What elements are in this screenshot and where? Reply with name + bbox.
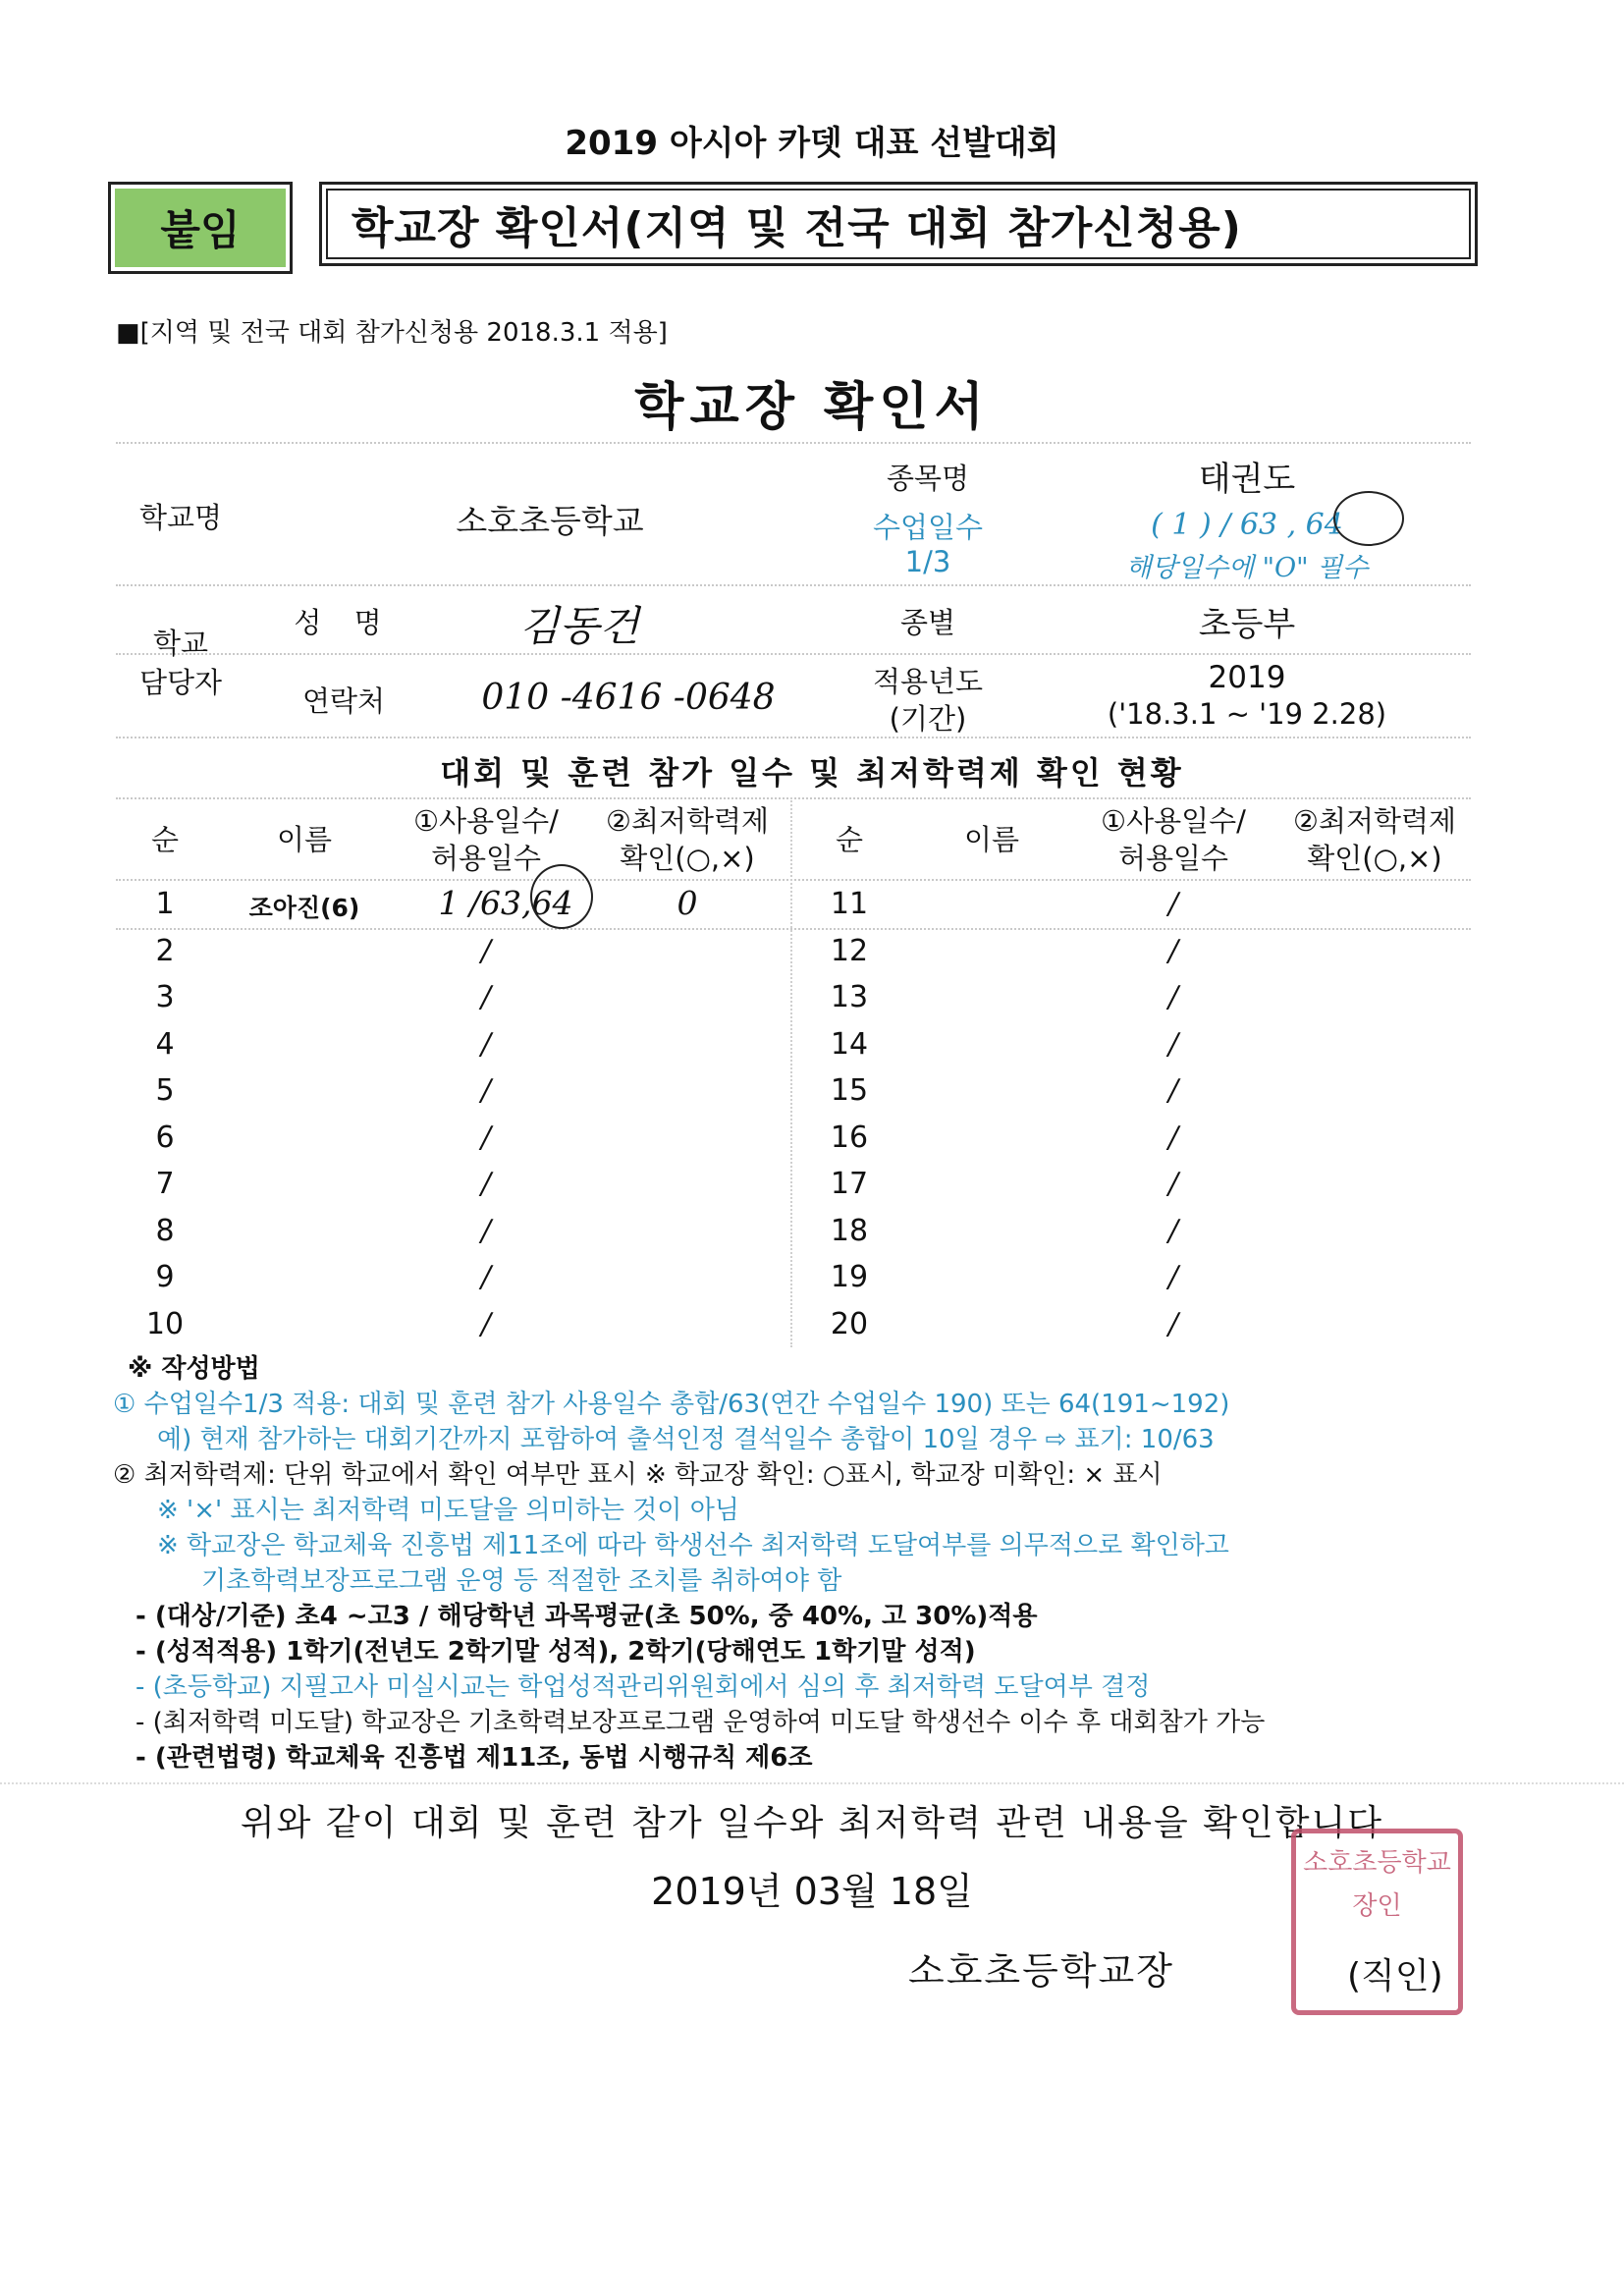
instruction-line: 예) 현재 참가하는 대회기간까지 포함하여 출석인정 결석일수 총합이 10일 경우 ⇨ 표기: 10/63 (157, 1425, 1215, 1454)
table-row-no: 8 (155, 1214, 175, 1248)
table-row-no: 5 (155, 1073, 175, 1108)
table-row-days: 1 /63,64 (438, 884, 573, 922)
col-check-right-line1: ②최저학력제 (1292, 804, 1457, 838)
contact-label-line1: 학교 (152, 627, 209, 660)
table-row-no: 16 (830, 1121, 869, 1155)
table-row-no: 11 (830, 887, 869, 921)
table-row-no: 6 (155, 1121, 175, 1155)
table-row-days: / (1167, 1260, 1179, 1294)
table-row-days: / (480, 1214, 492, 1248)
event-title: 2019 아시아 카뎃 대표 선발대회 (565, 124, 1059, 163)
instruction-line: - (관련법령) 학교체육 진흥법 제11조, 동법 시행규칙 제6조 (135, 1743, 813, 1773)
class-days-label: 수업일수 (872, 511, 984, 544)
table-row-days: / (480, 1307, 492, 1341)
attachment-badge: 붙임 (108, 182, 293, 274)
col-check-left-line1: ②최저학력제 (605, 804, 770, 838)
applicability-note: ■[지역 및 전국 대회 참가신청용 2018.3.1 적용] (116, 318, 668, 348)
class-days-note: 해당일수에 "O" 필수 (1125, 553, 1369, 583)
instruction-line: 기초학력보장프로그램 운영 등 적절한 조치를 취하여야 함 (201, 1566, 842, 1596)
person-name-label: 성 명 (294, 606, 394, 639)
col-name-right: 이름 (963, 823, 1020, 856)
table-row-days: / (480, 1027, 492, 1062)
instruction-line: ① 수업일수1/3 적용: 대회 및 훈련 참가 사용일수 총합/63(연간 수업일수 190) 또는 64(191~192) (113, 1390, 1230, 1419)
table-row-no: 15 (830, 1073, 869, 1108)
table-row-no: 13 (830, 980, 869, 1014)
table-row-days: / (1167, 1121, 1179, 1155)
table-row-days: / (1167, 1214, 1179, 1248)
table-row-days: / (1167, 1027, 1179, 1062)
table-row-days: / (1167, 1167, 1179, 1201)
school-name-label: 학교명 (138, 501, 223, 534)
table-row-days: / (480, 1167, 492, 1201)
form-title: 학교장 확인서 (634, 378, 990, 437)
col-no-right: 순 (835, 823, 863, 856)
col-days-right-line2: 허용일수 (1117, 842, 1229, 875)
table-row-no: 19 (830, 1260, 869, 1294)
col-name-left: 이름 (276, 823, 333, 856)
table-row-no: 4 (155, 1027, 175, 1062)
table-row-days: / (480, 934, 492, 968)
year-value: 2019 (1208, 660, 1286, 695)
document-title-box: 학교장 확인서(지역 및 전국 대회 참가신청용) (319, 182, 1478, 266)
year-period: ('18.3.1 ~ '19 2.28) (1107, 697, 1387, 731)
table-row-no: 2 (155, 934, 175, 968)
instructions-heading: ※ 작성방법 (128, 1354, 260, 1384)
year-label-line2: (기간) (889, 702, 967, 736)
division-value: 초등부 (1198, 605, 1296, 644)
table-row-no: 14 (830, 1027, 869, 1062)
contact-label-line2: 담당자 (138, 666, 223, 699)
instruction-line: - (성적적용) 1학기(전년도 2학기말 성적), 2학기(당해연도 1학기말 성적) (135, 1637, 976, 1667)
table-row-no: 10 (145, 1307, 185, 1341)
year-label-line1: 적용년도 (872, 665, 984, 698)
sport-value: 태권도 (1198, 460, 1296, 499)
sport-label: 종목명 (886, 462, 970, 495)
col-check-left-line2: 확인(○,×) (620, 842, 755, 875)
instruction-line: - (최저학력 미도달) 학교장은 기초학력보장프로그램 운영하여 미도달 학생선수 이수 후 대회참가 가능 (135, 1708, 1266, 1737)
table-row-days: / (1167, 980, 1179, 1014)
confirmation-statement: 위와 같이 대회 및 훈련 참가 일수와 최저학력 관련 내용을 확인합니다 (240, 1803, 1384, 1843)
table-row-days: / (480, 1121, 492, 1155)
col-no-left: 순 (150, 823, 179, 856)
col-days-left-line2: 허용일수 (430, 842, 542, 875)
division-label: 종별 (899, 606, 956, 639)
table-row-days: / (480, 980, 492, 1014)
handwritten-circle (530, 864, 593, 929)
seal-mark-label: (직인) (1347, 1956, 1443, 1996)
table-row-check: 0 (677, 884, 698, 922)
table-row-days: / (480, 1073, 492, 1108)
handwritten-circle (1333, 491, 1404, 546)
school-name-value: 소호초등학교 (456, 502, 644, 540)
person-name-value: 김동건 (519, 602, 639, 650)
col-days-right-line1: ①사용일수/ (1101, 804, 1246, 838)
instruction-line: ② 최저학력제: 단위 학교에서 확인 여부만 표시 ※ 학교장 확인: ○표시, 학교장 미확인: × 표시 (113, 1460, 1163, 1490)
instruction-line: ※ '×' 표시는 최저학력 미도달을 의미하는 것이 아님 (157, 1496, 739, 1525)
official-seal: 소호초등학교장인 (1291, 1829, 1463, 2015)
table-row-no: 3 (155, 980, 175, 1014)
class-days-value: ( 1 ) / 63 , 64 (1151, 508, 1343, 542)
class-days-fraction-label: 1/3 (904, 545, 951, 578)
table-row-no: 12 (830, 934, 869, 968)
issue-date: 2019년 03월 18일 (651, 1870, 973, 1913)
table-row-no: 17 (830, 1167, 869, 1201)
instruction-line: ※ 학교장은 학교체육 진흥법 제11조에 따라 학생선수 최저학력 도달여부를 의무적으로 확인하고 (157, 1531, 1229, 1560)
table-row-no: 18 (830, 1214, 869, 1248)
col-days-left-line1: ①사용일수/ (413, 804, 559, 838)
table-row-no: 9 (155, 1260, 175, 1294)
table-row-days: / (480, 1260, 492, 1294)
table-row-no: 1 (155, 887, 175, 921)
table-section-title: 대회 및 훈련 참가 일수 및 최저학력제 확인 현황 (440, 754, 1184, 792)
table-row-days: / (1167, 887, 1179, 921)
phone-label: 연락처 (301, 684, 386, 718)
principal-name: 소호초등학교장 (908, 1949, 1174, 1993)
table-row-days: / (1167, 1307, 1179, 1341)
phone-value: 010 -4616 -0648 (481, 678, 776, 718)
instruction-line: - (초등학교) 지필고사 미실시교는 학업성적관리위원회에서 심의 후 최저학력 도달여부 결정 (135, 1672, 1151, 1702)
table-row-days: / (1167, 1073, 1179, 1108)
table-row-no: 20 (830, 1307, 869, 1341)
col-check-right-line2: 확인(○,×) (1307, 842, 1442, 875)
table-row-no: 7 (155, 1167, 175, 1201)
instruction-line: - (대상/기준) 초4 ~고3 / 해당학년 과목평균(초 50%, 중 40%, 고 30%)적용 (135, 1602, 1038, 1631)
table-row-name: 조아진(6) (248, 894, 360, 922)
table-row-days: / (1167, 934, 1179, 968)
